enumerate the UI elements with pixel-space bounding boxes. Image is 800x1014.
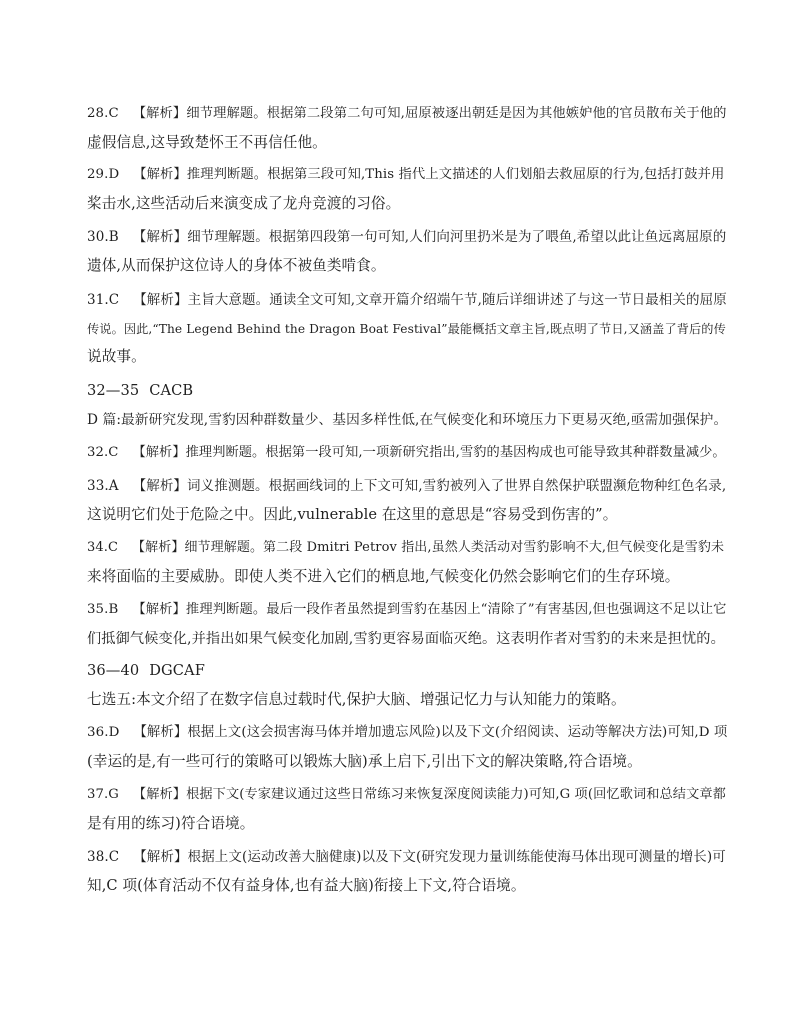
explanation-37-line-1	[87, 785, 727, 805]
question-number: 38.C	[87, 849, 120, 865]
explanation-28-line-1	[87, 104, 727, 124]
explanation-33-line-1	[87, 476, 727, 496]
passage-d-summary	[87, 410, 727, 430]
explanation-35-line-1	[87, 600, 727, 620]
answer-group-32-35	[87, 381, 727, 401]
explanation-text: 遗体,从而保护这位诗人的身体不被鱼类啃食。	[87, 257, 386, 274]
explanation-text: 推理判断题。根据第三段可知,This 指代上文描述的人们划船去救屈原的行为,包括打鼓并用	[186, 167, 725, 182]
summary-text: D 篇:最新研究发现,雪豹因种群数量少、基因多样性低,在气候变化和环境压力下更易灭绝,亟需加强保护。	[87, 412, 727, 428]
explanation-text: 来将面临的主要威胁。即使人类不进入它们的栖息地,气候变化仍然会影响它们的生存环境。	[87, 568, 680, 585]
explanation-34-line-2	[87, 567, 727, 587]
analysis-tag: 【解析】	[132, 602, 186, 617]
question-number: 35.B	[87, 602, 119, 617]
explanation-35-line-2	[87, 629, 727, 649]
analysis-tag: 【解析】	[132, 106, 187, 121]
explanation-text: 推理判断题。最后一段作者虽然提到雪豹在基因上“清除了”有害基因,但也强调这不足以让它	[185, 602, 727, 617]
explanation-text: 根据上文(这会损害海马体并增加遗忘风险)以及下文(介绍阅读、运动等解决方法)可知,D 项	[187, 725, 727, 740]
question-number: 32.C	[87, 445, 119, 460]
question-number: 30.B	[87, 229, 119, 245]
question-number: 34.C	[87, 540, 119, 555]
explanation-text: 传说。因此,“The Legend Behind the Dragon Boat Festival”最能概括文章主旨,既点明了节日,又涵盖了背后的传	[87, 322, 726, 336]
explanation-text: 细节理解题。第二段 Dmitri Petrov 指出,虽然人类活动对雪豹影响不大,但气候变化是雪豹未	[184, 540, 725, 555]
question-number: 31.C	[87, 292, 120, 308]
explanation-34-line-1	[87, 538, 727, 558]
analysis-tag: 【解析】	[133, 725, 188, 740]
explanation-36-line-1	[87, 723, 727, 743]
explanation-text: 细节理解题。根据第四段第一句可知,人们向河里扔米是为了喂鱼,希望以此让鱼远离屈原的	[187, 229, 727, 245]
analysis-tag: 【解析】	[132, 787, 187, 802]
summary-text: 七选五:本文介绍了在数字信息过载时代,保护大脑、增强记忆力与认知能力的策略。	[87, 691, 626, 708]
analysis-tag: 【解析】	[132, 229, 188, 245]
explanation-31-line-1	[87, 290, 727, 310]
explanation-text: 推理判断题。根据第一段可知,一项新研究指出,雪豹的基因构成也可能导致其种群数量减少。	[185, 445, 726, 460]
explanation-36-line-2	[87, 752, 727, 772]
question-range: 32—35	[87, 382, 140, 399]
analysis-tag: 【解析】	[132, 478, 188, 494]
explanation-31-line-3	[87, 347, 727, 367]
analysis-tag: 【解析】	[132, 540, 185, 555]
explanation-text: 是有用的练习)符合语境。	[87, 815, 255, 832]
question-range: 36—40	[87, 662, 140, 679]
explanation-38-line-1	[87, 847, 727, 867]
explanation-text: 这说明它们处于危险之中。因此,vulnerable 在这里的意思是“容易受到伤害的”。	[87, 506, 618, 523]
explanation-text: 根据下文(专家建议通过这些日常练习来恢复深度阅读能力)可知,G 项(回忆歌词和总结文章都	[186, 787, 726, 802]
explanation-30-line-1	[87, 227, 727, 247]
answer-group-36-40	[87, 661, 727, 681]
analysis-tag: 【解析】	[132, 445, 186, 460]
explanation-30-line-2	[87, 256, 727, 276]
answer-key: DGCAF	[149, 662, 205, 679]
explanation-text: 们抵御气候变化,并指出如果气候变化加剧,雪豹更容易面临灭绝。这表明作者对雪豹的未来是担忧的。	[87, 631, 725, 647]
explanation-text: 知,C 项(体育活动不仅有益身体,也有益大脑)衔接上下文,符合语境。	[87, 877, 526, 894]
explanation-37-line-2	[87, 814, 727, 834]
question-number: 33.A	[87, 478, 119, 494]
question-number: 28.C	[87, 106, 119, 121]
explanation-text: 根据上文(运动改善大脑健康)以及下文(研究发现力量训练能使海马体出现可测量的增长)可	[187, 849, 726, 865]
explanation-28-line-2	[87, 133, 727, 153]
explanation-31-line-2	[87, 319, 727, 339]
seven-choose-five-summary	[87, 690, 727, 710]
question-number: 36.D	[87, 725, 120, 740]
explanation-29-line-1	[87, 165, 727, 185]
explanation-text: (幸运的是,有一些可行的策略可以锻炼大脑)承上启下,引出下文的解决策略,符合语境。	[87, 753, 642, 770]
analysis-tag: 【解析】	[133, 849, 188, 865]
question-number: 37.G	[87, 787, 119, 802]
explanation-text: 说故事。	[87, 348, 146, 365]
answer-key: CACB	[149, 382, 194, 399]
explanation-29-line-2	[87, 194, 727, 214]
explanation-text: 桨击水,这些活动后来演变成了龙舟竞渡的习俗。	[87, 195, 401, 212]
explanation-text: 虚假信息,这导致楚怀王不再信任他。	[87, 134, 327, 151]
explanation-text: 主旨大意题。通读全文可知,文章开篇介绍端午节,随后详细讲述了与这一节日最相关的屈原	[187, 292, 727, 308]
explanation-text: 词义推测题。根据画线词的上下文可知,雪豹被列入了世界自然保护联盟濒危物种红色名录,	[187, 478, 727, 494]
analysis-tag: 【解析】	[133, 292, 188, 308]
explanation-32-line-1	[87, 443, 727, 463]
question-number: 29.D	[87, 167, 120, 182]
explanation-33-line-2	[87, 505, 727, 525]
analysis-tag: 【解析】	[133, 167, 187, 182]
explanation-text: 细节理解题。根据第二段第二句可知,屈原被逐出朝廷是因为其他嫉妒他的官员散布关于他的	[186, 106, 727, 121]
explanation-38-line-2	[87, 876, 727, 896]
